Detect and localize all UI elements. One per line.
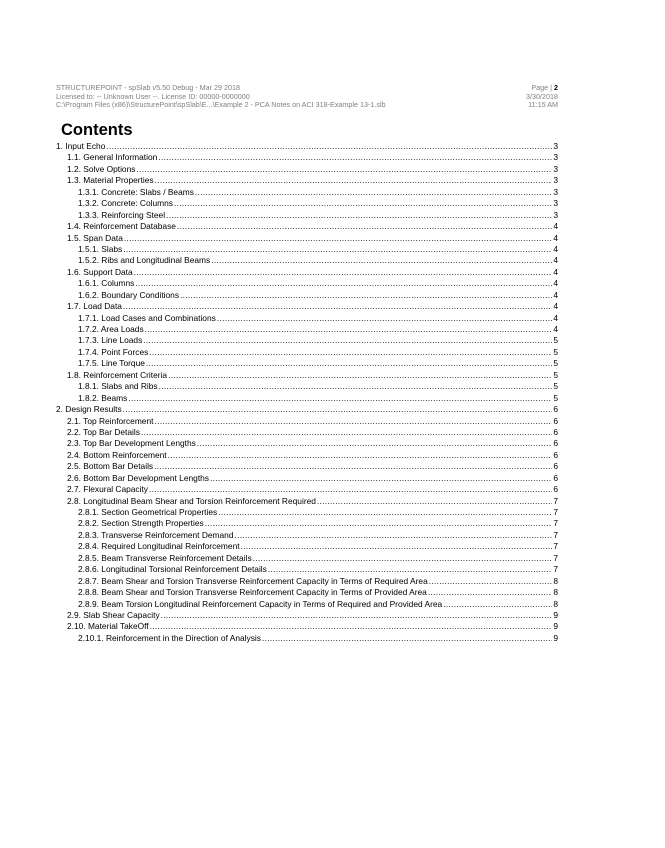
toc-leader-dots [205, 518, 553, 529]
toc-entry[interactable] [56, 301, 558, 312]
toc-entry[interactable] [56, 518, 558, 529]
toc-entry-page-number[interactable]: 4 [553, 324, 558, 334]
toc-entry[interactable] [56, 496, 558, 507]
toc-leader-dots [123, 244, 552, 255]
table-of-contents [56, 141, 558, 644]
toc-entry-page-number[interactable]: 7 [553, 518, 558, 529]
toc-entry[interactable] [56, 393, 558, 404]
toc-entry-page-number[interactable]: 7 [553, 564, 558, 575]
toc-leader-dots [161, 610, 553, 621]
toc-entry-label[interactable]: 2. Design Results [56, 404, 122, 415]
toc-entry-page-number[interactable]: 8 [553, 587, 558, 598]
toc-entry-label[interactable]: 1.7.5. Line Torque [78, 358, 145, 369]
toc-entry[interactable] [56, 141, 558, 152]
toc-entry[interactable] [56, 473, 558, 484]
toc-entry[interactable] [56, 164, 558, 175]
toc-entry[interactable] [56, 438, 558, 449]
toc-entry-label[interactable]: 2.8.5. Beam Transverse Reinforcement Details [78, 552, 252, 563]
toc-entry-label[interactable]: 2.8. Longitudinal Beam Shear and Torsion Reinforcement Required [67, 495, 316, 506]
toc-entry[interactable] [56, 576, 558, 587]
toc-entry[interactable] [56, 278, 558, 289]
toc-entry-page-number[interactable]: 4 [553, 255, 558, 266]
toc-entry-page-number[interactable]: 5 [553, 358, 558, 369]
toc-leader-dots [123, 404, 553, 415]
toc-entry-label[interactable]: 1.7.4. Point Forces [78, 346, 149, 357]
toc-leader-dots [218, 507, 552, 518]
toc-entry-label[interactable]: 1.7.2. Area Loads [78, 324, 144, 334]
toc-entry-label[interactable]: 1.3.3. Reinforcing Steel [78, 209, 166, 220]
toc-leader-dots [158, 152, 552, 163]
toc-entry-label[interactable]: 2.8.1. Section Geometrical Properties [78, 507, 218, 517]
toc-entry-page-number[interactable]: 4 [553, 221, 558, 232]
toc-leader-dots [154, 461, 552, 472]
toc-entry-label[interactable]: 2.5. Bottom Bar Details [67, 461, 154, 472]
toc-entry-page-number[interactable]: 3 [553, 141, 558, 151]
toc-entry[interactable] [56, 198, 558, 209]
toc-entry-label[interactable]: 2.6. Bottom Bar Development Lengths [67, 472, 209, 483]
toc-entry-page-number[interactable]: 3 [553, 175, 558, 186]
toc-entry-page-number[interactable]: 5 [553, 369, 558, 380]
toc-entry[interactable] [56, 610, 558, 621]
toc-entry[interactable] [56, 290, 558, 301]
toc-entry-label[interactable]: 2.10.1. Reinforcement in the Direction of Analysis [78, 632, 261, 643]
toc-leader-dots [180, 290, 552, 301]
toc-entry[interactable] [56, 370, 558, 381]
toc-leader-dots [268, 564, 552, 575]
toc-entry-label[interactable]: 2.8.8. Beam Shear and Torsion Transverse Reinforcement Capacity in Terms of Provided Area [78, 587, 427, 598]
toc-leader-dots [166, 210, 552, 221]
toc-entry-page-number[interactable]: 4 [553, 232, 558, 243]
toc-entry-page-number[interactable]: 4 [553, 312, 558, 323]
toc-leader-dots [141, 427, 552, 438]
toc-entry-label[interactable]: 2.10. Material TakeOff [67, 621, 149, 632]
toc-leader-dots [149, 484, 552, 495]
header-time: 11:15 AM [528, 100, 558, 110]
toc-entry-page-number[interactable]: 5 [553, 346, 558, 357]
toc-entry[interactable] [56, 175, 558, 186]
toc-entry-page-number[interactable]: 7 [553, 507, 558, 517]
toc-entry-page-number[interactable]: 8 [553, 598, 558, 609]
toc-leader-dots [197, 438, 553, 449]
toc-entry-label[interactable]: 2.8.2. Section Strength Properties [78, 518, 204, 529]
toc-entry-page-number[interactable]: 3 [553, 163, 558, 174]
toc-entry-page-number[interactable]: 6 [553, 438, 558, 449]
toc-entry[interactable] [56, 541, 558, 552]
toc-entry[interactable] [56, 313, 558, 324]
toc-entry-page-number[interactable]: 4 [553, 278, 558, 289]
toc-leader-dots [135, 278, 552, 289]
toc-entry[interactable] [56, 507, 558, 518]
header-left [56, 84, 456, 110]
toc-leader-dots [106, 141, 552, 152]
toc-entry-label[interactable]: 2.1. Top Reinforcement [67, 415, 154, 426]
toc-entry-page-number[interactable]: 4 [553, 301, 558, 312]
toc-entry[interactable] [56, 244, 558, 255]
toc-entry[interactable] [56, 233, 558, 244]
header-program-line: STRUCTUREPOINT - spSlab v5.50 Debug - Mar 29 2018 [56, 83, 241, 92]
toc-entry-page-number[interactable]: 6 [553, 449, 558, 460]
toc-leader-dots [128, 393, 552, 404]
toc-entry-label[interactable]: 1.7. Load Data [67, 301, 122, 312]
toc-leader-dots [443, 599, 552, 610]
toc-entry-page-number[interactable]: 3 [553, 152, 558, 163]
toc-entry[interactable] [56, 416, 558, 427]
toc-entry[interactable] [56, 461, 558, 472]
toc-leader-dots [428, 587, 553, 598]
toc-entry-label[interactable]: 2.4. Bottom Reinforcement [67, 449, 167, 460]
toc-entry-label[interactable]: 1.3. Material Properties [67, 175, 154, 186]
toc-entry-label[interactable]: 1.6.1. Columns [78, 278, 135, 289]
toc-entry-page-number[interactable]: 6 [553, 484, 558, 495]
toc-entry-label[interactable]: 1.4. Reinforcement Database [67, 221, 176, 232]
toc-entry[interactable] [56, 553, 558, 564]
toc-entry[interactable] [56, 587, 558, 598]
toc-entry[interactable] [56, 187, 558, 198]
toc-leader-dots [146, 358, 552, 369]
toc-leader-dots [262, 633, 552, 644]
toc-leader-dots [195, 187, 552, 198]
toc-leader-dots [149, 347, 552, 358]
toc-leader-dots [154, 416, 552, 427]
toc-entry[interactable] [56, 484, 558, 495]
toc-entry-page-number[interactable]: 6 [553, 404, 558, 415]
toc-entry-page-number[interactable]: 4 [553, 266, 558, 277]
toc-entry-label[interactable]: 1. Input Echo [56, 141, 106, 151]
contents-title: Contents [61, 121, 133, 139]
toc-entry-page-number[interactable]: 5 [553, 335, 558, 346]
toc-entry-label[interactable]: 1.6.2. Boundary Conditions [78, 289, 180, 300]
page-number: 2 [554, 83, 558, 92]
toc-leader-dots [217, 313, 553, 324]
toc-entry[interactable] [56, 404, 558, 415]
toc-entry[interactable] [56, 633, 558, 644]
toc-entry-label[interactable]: 2.3. Top Bar Development Lengths [67, 438, 196, 449]
toc-entry-label[interactable]: 1.2. Solve Options [67, 163, 136, 174]
toc-entry-page-number[interactable]: 3 [553, 198, 558, 209]
toc-leader-dots [210, 473, 552, 484]
toc-entry-page-number[interactable]: 9 [553, 621, 558, 632]
toc-entry[interactable] [56, 324, 558, 335]
toc-entry-label[interactable]: 2.7. Flexural Capacity [67, 484, 148, 495]
toc-entry-label[interactable]: 1.5.2. Ribs and Longitudinal Beams [78, 255, 211, 266]
toc-entry-page-number[interactable]: 7 [553, 541, 558, 552]
toc-leader-dots [124, 233, 552, 244]
toc-entry-label[interactable]: 2.8.4. Required Longitudinal Reinforcement [78, 541, 240, 552]
toc-leader-dots [317, 496, 552, 507]
toc-leader-dots [429, 576, 553, 587]
toc-entry[interactable] [56, 347, 558, 358]
toc-leader-dots [123, 301, 552, 312]
toc-leader-dots [136, 164, 552, 175]
toc-entry-label[interactable]: 1.5. Span Data [67, 232, 123, 243]
header-right [438, 84, 558, 110]
toc-entry[interactable] [56, 621, 558, 632]
toc-leader-dots [134, 267, 553, 278]
toc-entry-label[interactable]: 2.8.9. Beam Torsion Longitudinal Reinforcement Capacity in Terms of Required and Provided Area [78, 598, 443, 609]
toc-leader-dots [159, 381, 553, 392]
toc-entry-page-number[interactable]: 8 [553, 575, 558, 586]
toc-entry-label[interactable]: 2.8.7. Beam Shear and Torsion Transverse Reinforcement Capacity in Terms of Required Area [78, 575, 428, 586]
header-file-path: C:\Program Files (x86)\StructurePoint\spSlab\E...\Example 2 - PCA Notes on ACI 318-Example 13-1.slb [56, 100, 386, 110]
header-date: 3/30/2018 [526, 91, 558, 101]
toc-entry-label[interactable]: 1.7.3. Line Loads [78, 335, 143, 346]
toc-entry-page-number[interactable]: 6 [553, 415, 558, 426]
toc-entry-label[interactable]: 1.5.1. Slabs [78, 243, 123, 254]
toc-entry[interactable] [56, 427, 558, 438]
toc-entry-page-number[interactable]: 3 [553, 209, 558, 220]
toc-entry-page-number[interactable]: 7 [553, 529, 558, 540]
toc-leader-dots [155, 175, 553, 186]
toc-entry[interactable] [56, 564, 558, 575]
toc-entry-label[interactable]: 2.8.6. Longitudinal Torsional Reinforcement Details [78, 564, 267, 575]
toc-entry[interactable] [56, 450, 558, 461]
toc-entry[interactable] [56, 210, 558, 221]
toc-entry-page-number[interactable]: 5 [553, 392, 558, 403]
toc-entry-page-number[interactable]: 5 [553, 381, 558, 392]
toc-leader-dots [168, 450, 553, 461]
toc-entry[interactable] [56, 530, 558, 541]
toc-leader-dots [174, 198, 552, 209]
toc-entry-label[interactable]: 2.2. Top Bar Details [67, 426, 140, 437]
toc-entry-page-number[interactable]: 6 [553, 461, 558, 472]
toc-leader-dots [234, 530, 552, 541]
toc-entry-page-number[interactable]: 7 [553, 495, 558, 506]
toc-entry-page-number[interactable]: 9 [553, 632, 558, 643]
toc-entry-page-number[interactable]: 3 [553, 186, 558, 197]
toc-entry-label[interactable]: 1.1. General Information [67, 152, 158, 163]
toc-entry[interactable] [56, 152, 558, 163]
toc-entry-page-number[interactable]: 6 [553, 472, 558, 483]
toc-entry-page-number[interactable]: 4 [553, 243, 558, 254]
toc-entry[interactable] [56, 358, 558, 369]
toc-leader-dots [253, 553, 553, 564]
toc-entry[interactable] [56, 267, 558, 278]
toc-entry-label[interactable]: 1.8. Reinforcement Criteria [67, 369, 168, 380]
toc-leader-dots [168, 370, 552, 381]
toc-leader-dots [241, 541, 553, 552]
toc-entry-label[interactable]: 1.6. Support Data [67, 266, 133, 277]
toc-entry-page-number[interactable]: 6 [553, 426, 558, 437]
toc-entry-page-number[interactable]: 9 [553, 609, 558, 620]
toc-entry-label[interactable]: 1.8.2. Beams [78, 392, 128, 403]
toc-leader-dots [145, 324, 553, 335]
toc-entry[interactable] [56, 599, 558, 610]
toc-entry-label[interactable]: 2.9. Slab Shear Capacity [67, 609, 160, 620]
toc-entry[interactable] [56, 381, 558, 392]
header-license-line: Licensed to: -- Unknown User --. License ID: 00000-0000000 [56, 91, 250, 101]
toc-leader-dots [177, 221, 552, 232]
toc-entry-label[interactable]: 1.8.1. Slabs and Ribs [78, 381, 158, 392]
page-label: Page | [531, 83, 554, 92]
toc-leader-dots [211, 255, 552, 266]
toc-entry-page-number[interactable]: 7 [553, 552, 558, 563]
toc-leader-dots [143, 335, 552, 346]
toc-entry[interactable] [56, 335, 558, 346]
toc-leader-dots [150, 621, 553, 632]
toc-entry-label[interactable]: 1.7.1. Load Cases and Combinations [78, 312, 216, 323]
toc-entry[interactable] [56, 255, 558, 266]
toc-entry-label[interactable]: 2.8.3. Transverse Reinforcement Demand [78, 529, 234, 540]
toc-entry-page-number[interactable]: 4 [553, 289, 558, 300]
toc-entry[interactable] [56, 221, 558, 232]
toc-entry-label[interactable]: 1.3.1. Concrete: Slabs / Beams [78, 186, 194, 197]
toc-entry-label[interactable]: 1.3.2. Concrete: Columns [78, 198, 173, 209]
